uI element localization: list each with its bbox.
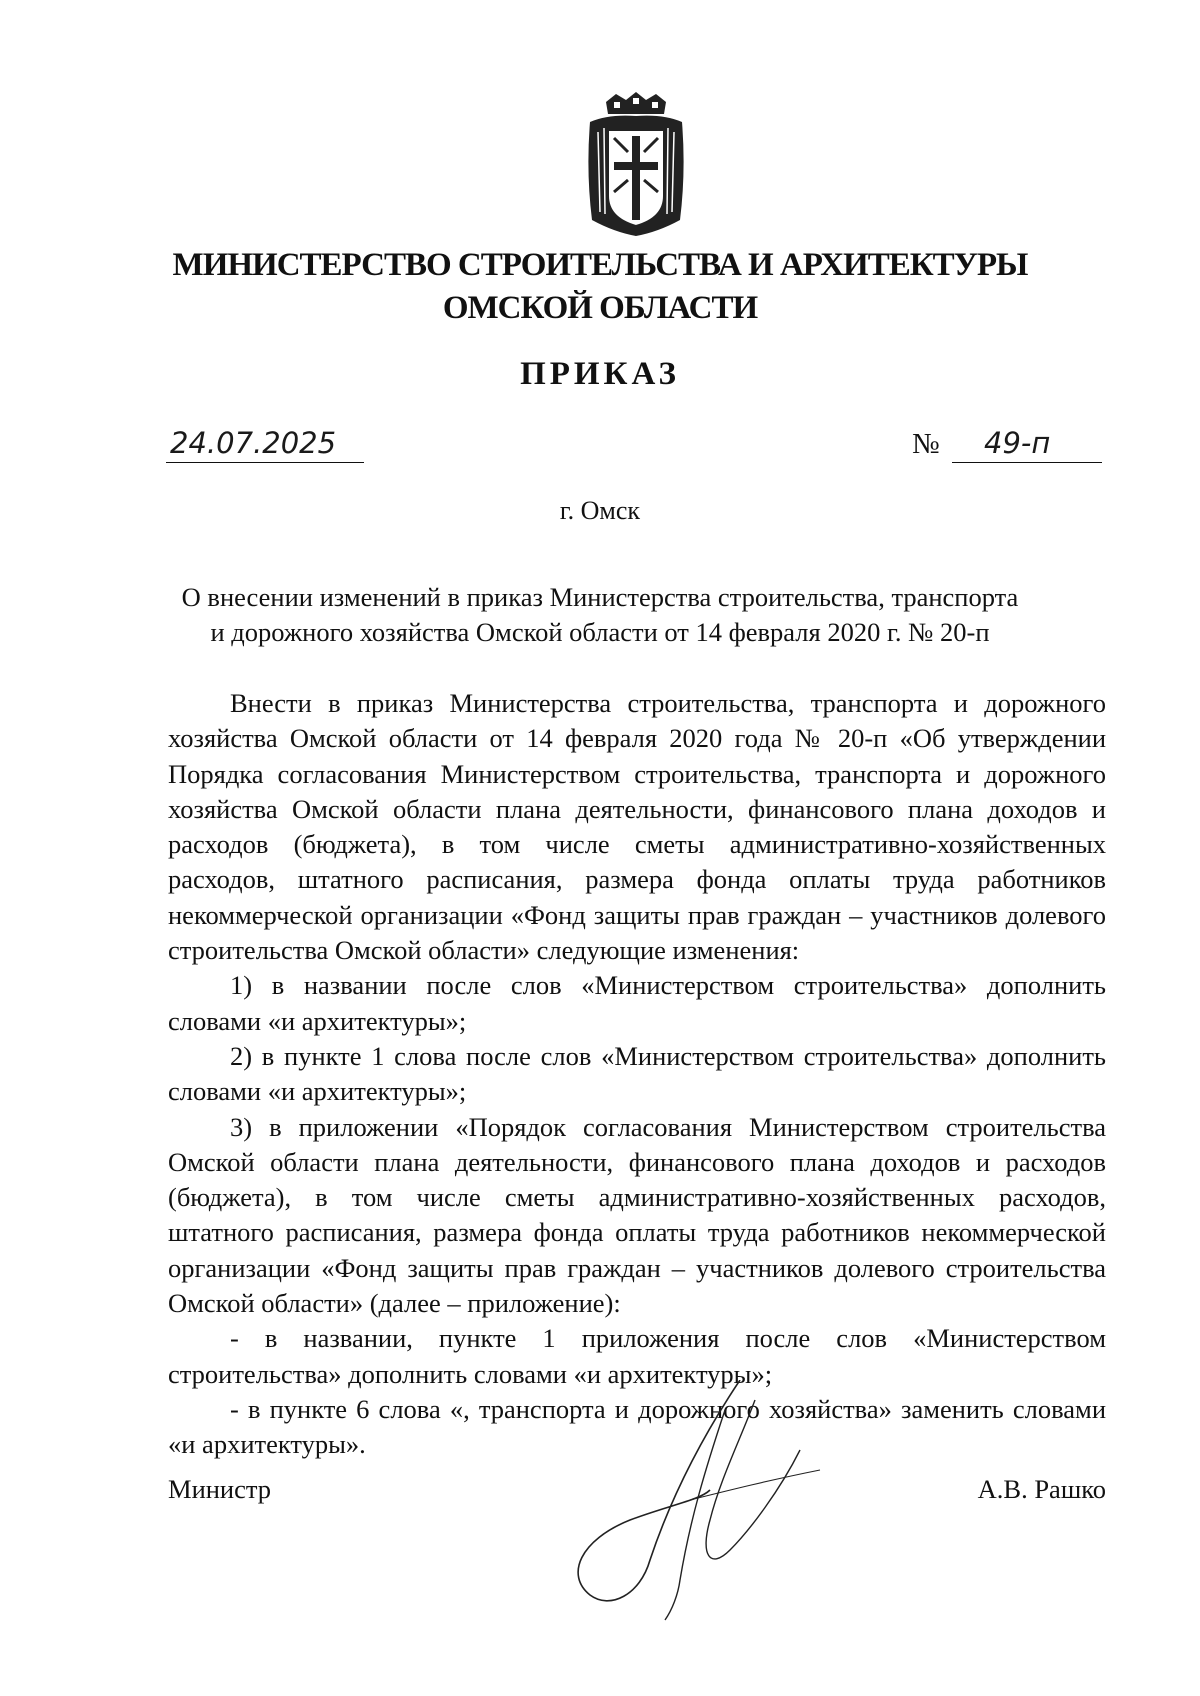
- signer-position: Министр: [168, 1474, 272, 1504]
- ministry-line-1: МИНИСТЕРСТВО СТРОИТЕЛЬСТВА И АРХИТЕКТУРЫ: [172, 247, 1028, 283]
- document-number: 49-п: [984, 426, 1051, 460]
- document-body: [168, 686, 1106, 1463]
- body-paragraph: 2) в пункте 1 слова после слов «Министерством строительства» дополнить словами «и архитектуры»;: [168, 1040, 1106, 1107]
- document-date: 24.07.2025: [170, 426, 337, 460]
- number-sign: №: [912, 428, 940, 460]
- ministry-name: [0, 244, 1200, 330]
- body-paragraph: 1) в названии после слов «Министерством строительства» дополнить словами «и архитектуры»;: [168, 970, 1106, 1036]
- signer-name: А.В. Рашко: [977, 1474, 1106, 1504]
- handwritten-signature: [550, 1380, 830, 1630]
- document-type: ПРИКАЗ: [520, 356, 680, 392]
- ministry-line-2: ОМСКОЙ ОБЛАСТИ: [442, 290, 758, 326]
- subject-line-2: и дорожного хозяйства Омской области от 14 февраля 2020 г. № 20-п: [210, 617, 990, 647]
- coat-of-arms-icon: [584, 92, 688, 236]
- body-paragraph: 3) в приложении «Порядок согласования Министерством строительства Омской области плана деятельности, финансового плана доходов и расходов (бюджета), в том числе сметы административно-хозяйственных расходов, штатного расписания, размера фонда оплаты труда работников некоммерческой организации «Фонд защиты прав граждан – участников долевого строительства Омской области» (далее – приложение):: [168, 1111, 1106, 1319]
- subject-line-1: О внесении изменений в приказ Министерства строительства, транспорта: [181, 582, 1019, 612]
- date-field: [166, 422, 364, 463]
- body-paragraph: - в названии, пункте 1 приложения после слов «Министерством строительства» дополнить словами «и архитектуры»;: [168, 1323, 1106, 1389]
- document-subject: [150, 580, 1050, 650]
- body-paragraph: - в пункте 6 слова «, транспорта и дорожного хозяйства» заменить словами «и архитектуры».: [168, 1393, 1106, 1460]
- number-field: [952, 422, 1102, 463]
- city: г. Омск: [559, 496, 641, 525]
- body-paragraph: Внести в приказ Министерства строительства, транспорта и дорожного хозяйства Омской области от 14 февраля 2020 года № 20-п «Об утверждении Порядка согласования Министерством строительства, транспорта и дорожного хозяйства Омской области плана деятельности, финансового плана доходов и расходов (бюджета), в том числе сметы административно-хозяйственных расходов, штатного расписания, размера фонда оплаты труда работников некоммерческой организации «Фонд защиты прав граждан – участников долевого строительства Омской области» следующие изменения:: [168, 688, 1106, 966]
